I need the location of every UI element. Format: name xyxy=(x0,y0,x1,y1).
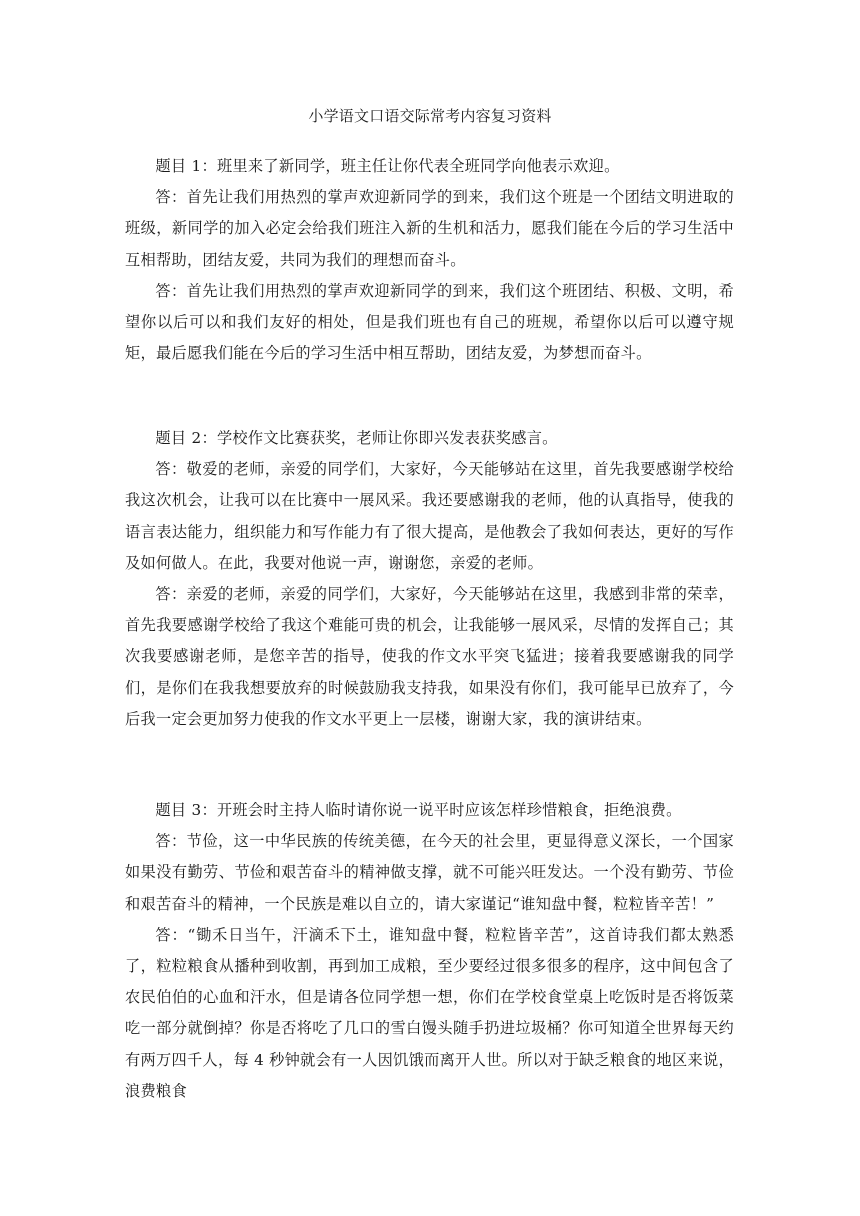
question-heading: 题目 1：班里来了新同学，班主任让你代表全班同学向他表示欢迎。 xyxy=(155,157,620,175)
document-title: 小学语文口语交际常考内容复习资料 xyxy=(308,107,552,125)
question-section-1 xyxy=(125,151,734,369)
answer-paragraph: 答：亲爱的老师，亲爱的同学们，大家好，今天能够站在这里，我感到非常的荣幸，首先我要感谢学校给了我这个难能可贵的机会，让我能够一展风采，尽情的发挥自己；其次我要感谢老师，是您辛苦的指导，使我的作文水平突飞猛进；接着我要感谢我的同学们，是你们在我我想要放弃的时候鼓励我支持我，如果没有你们，我可能早已放弃了，今后我一定会更加努力使我的作文水平更上一层楼，谢谢大家，我的演讲结束。 xyxy=(125,585,734,728)
answer-paragraph: 答：敬爱的老师，亲爱的同学们，大家好，今天能够站在这里，首先我要感谢学校给我这次机会，让我可以在比赛中一展风采。我还要感谢我的老师，他的认真指导，使我的语言表达能力，组织能力和写作能力有了很大提高，是他教会了我如何表达，更好的写作及如何做人。在此，我要对他说一声，谢谢您，亲爱的老师。 xyxy=(125,460,734,572)
answer-paragraph: 答：“锄禾日当午，汗滴禾下土，谁知盘中餐，粒粒皆辛苦”，这首诗我们都太熟悉了，粒粒粮食从播种到收割，再到加工成粮，至少要经过很多很多的程序，这中间包含了农民伯伯的心血和汗水，但是请各位同学想一想，你们在学校食堂桌上吃饭时是否将饭菜吃一部分就倒掉？你是否将吃了几口的雪白馒头随手扔进垃圾桶？你可知道全世界每天约有两万四千人，每 4 秒钟就会有一人因饥饿而离开人世。所以对于缺乏粮食的地区来说，浪费粮食 xyxy=(125,925,734,1100)
question-section-2 xyxy=(125,423,734,735)
question-heading: 题目 2：学校作文比赛获奖，老师让你即兴发表获奖感言。 xyxy=(155,429,558,447)
answer-paragraph: 答：首先让我们用热烈的掌声欢迎新同学的到来，我们这个班是一个团结文明进取的班级，新同学的加入必定会给我们班注入新的生机和活力，愿我们能在今后的学习生活中互相帮助，团结友爱，共同为我们的理想而奋斗。 xyxy=(125,188,734,269)
question-heading: 题目 3：开班会时主持人临时请你说一说平时应该怎样珍惜粮食，拒绝浪费。 xyxy=(155,801,682,819)
answer-paragraph: 答：首先让我们用热烈的掌声欢迎新同学的到来，我们这个班团结、积极、文明，希望你以后可以和我们友好的相处，但是我们班也有自己的班规，希望你以后可以遵守规矩，最后愿我们能在今后的学习生活中相互帮助，团结友爱，为梦想而奋斗。 xyxy=(125,281,734,363)
question-section-3 xyxy=(125,795,734,1107)
answer-paragraph: 答：节俭，这一中华民族的传统美德，在今天的社会里，更显得意义深长，一个国家如果没有勤劳、节俭和艰苦奋斗的精神做支撑，就不可能兴旺发达。一个没有勤劳、节俭和艰苦奋斗的精神，一个民族是难以自立的，请大家谨记“谁知盘中餐，粒粒皆辛苦！” xyxy=(125,832,734,913)
